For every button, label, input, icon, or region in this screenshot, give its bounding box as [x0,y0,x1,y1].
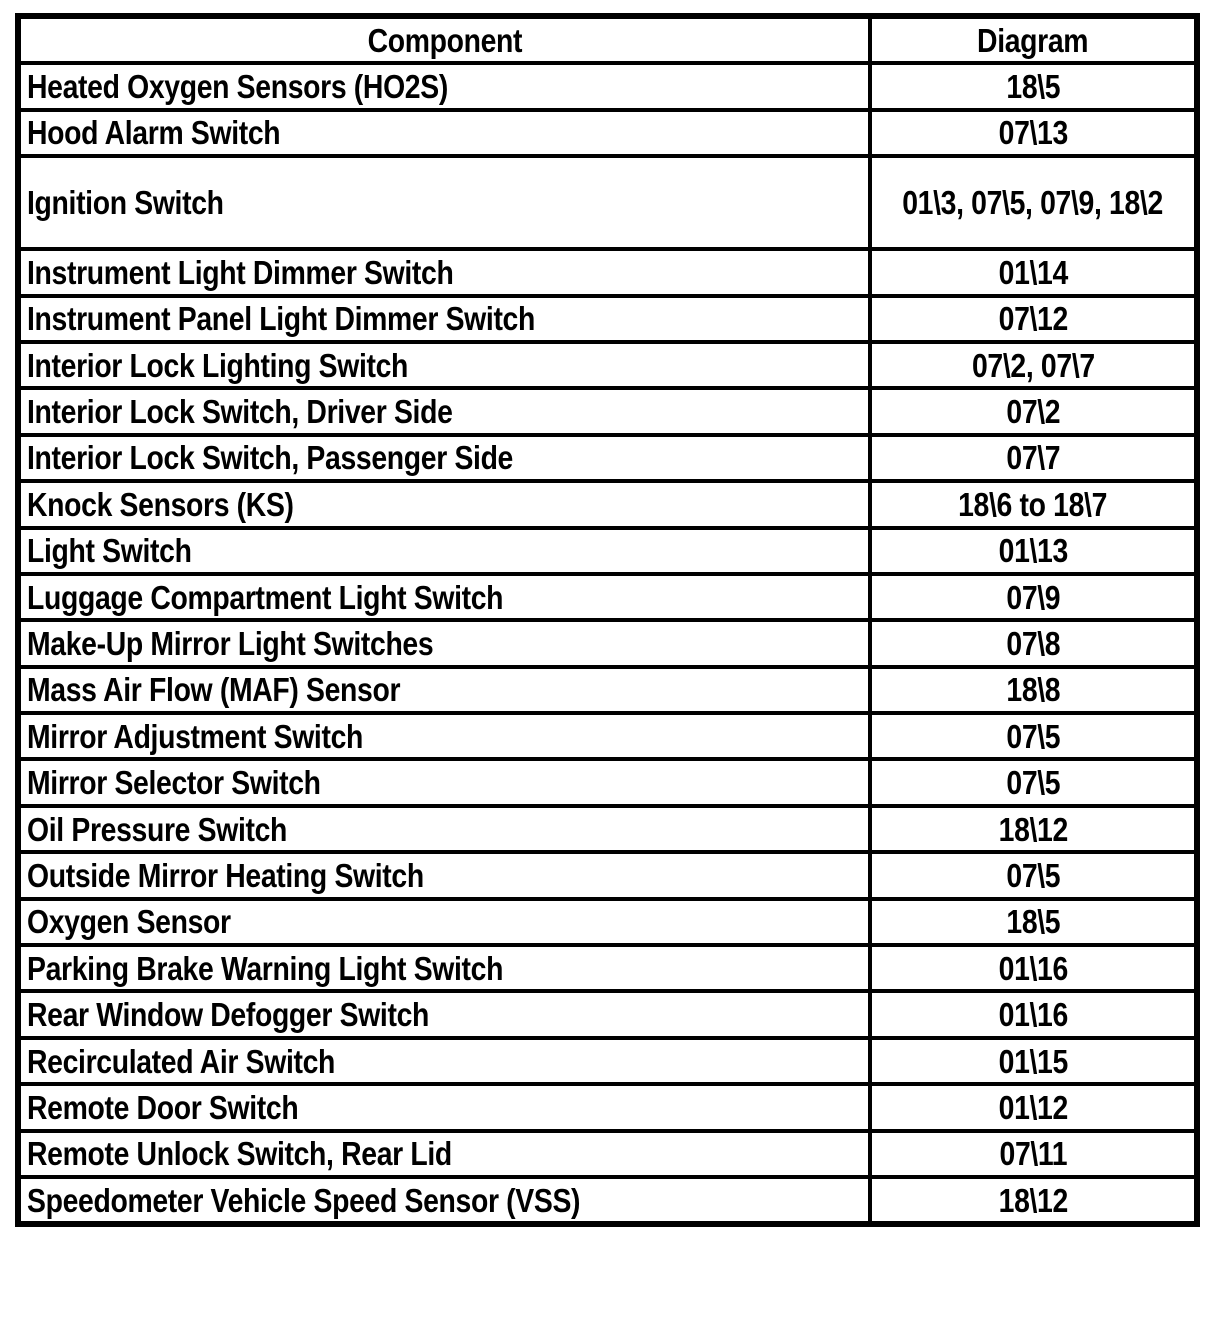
diagram-cell [870,991,1197,1037]
diagram-text: 07\2, 07\7 [971,346,1095,384]
table-row [18,852,1197,898]
diagram-text: 01\13 [998,532,1068,570]
table-row [18,1177,1197,1224]
diagram-text: 18\5 [1006,903,1060,941]
component-cell [18,899,870,945]
table-row [18,528,1197,574]
component-text: Knock Sensors (KS) [27,485,294,523]
component-text: Instrument Panel Light Dimmer Switch [27,300,535,338]
component-text: Oil Pressure Switch [27,810,288,848]
component-text: Oxygen Sensor [27,903,231,941]
component-cell [18,388,870,434]
table-body [18,63,1197,1224]
diagram-cell [870,713,1197,759]
component-text: Rear Window Defogger Switch [27,996,430,1034]
component-text: Parking Brake Warning Light Switch [27,949,504,987]
component-text: Hood Alarm Switch [27,114,281,152]
table-row [18,249,1197,295]
component-text: Remote Door Switch [27,1088,299,1126]
diagram-cell [870,1177,1197,1224]
diagram-cell [870,1084,1197,1130]
diagram-cell [870,156,1197,249]
component-cell [18,574,870,620]
component-text: Interior Lock Lighting Switch [27,346,409,384]
component-cell [18,759,870,805]
diagram-cell [870,806,1197,852]
diagram-text: 01\15 [998,1042,1068,1080]
diagram-text: 01\14 [998,253,1068,291]
diagram-text: 18\8 [1006,671,1060,709]
component-text: Light Switch [27,532,192,570]
component-cell [18,852,870,898]
table-row [18,1131,1197,1177]
component-text: Interior Lock Switch, Passenger Side [27,439,514,477]
diagram-text: 18\12 [998,1181,1068,1219]
diagram-cell [870,667,1197,713]
component-cell [18,249,870,295]
table-row [18,296,1197,342]
table-row [18,110,1197,156]
diagram-cell [870,759,1197,805]
component-text: Mass Air Flow (MAF) Sensor [27,671,401,709]
component-text: Ignition Switch [27,184,224,222]
diagram-cell [870,1131,1197,1177]
diagram-cell [870,528,1197,574]
component-text: Remote Unlock Switch, Rear Lid [27,1135,452,1173]
diagram-cell [870,852,1197,898]
table-row [18,156,1197,249]
diagram-text: 18\12 [998,810,1068,848]
header-component-label: Component [367,21,522,59]
component-cell [18,620,870,666]
diagram-text: 07\12 [998,300,1068,338]
table-row [18,620,1197,666]
header-component [18,16,870,63]
table-row [18,713,1197,759]
table-header [18,16,1197,63]
table-row [18,945,1197,991]
component-diagram-table [15,13,1200,1227]
diagram-cell [870,620,1197,666]
diagram-cell [870,574,1197,620]
component-cell [18,435,870,481]
table-row [18,342,1197,388]
diagram-text: 01\12 [998,1088,1068,1126]
component-text: Interior Lock Switch, Driver Side [27,393,453,431]
component-cell [18,342,870,388]
component-cell [18,945,870,991]
table-row [18,481,1197,527]
diagram-cell [870,296,1197,342]
diagram-cell [870,63,1197,109]
component-text: Outside Mirror Heating Switch [27,856,424,894]
component-cell [18,481,870,527]
table-row [18,667,1197,713]
component-cell [18,1177,870,1224]
component-cell [18,991,870,1037]
diagram-text: 01\16 [998,996,1068,1034]
table-row [18,759,1197,805]
diagram-text: 07\9 [1006,578,1060,616]
diagram-text: 01\3, 07\5, 07\9, 18\2 [902,184,1164,222]
table-row [18,1084,1197,1130]
diagram-cell [870,899,1197,945]
component-cell [18,1084,870,1130]
header-row [18,16,1197,63]
diagram-text: 18\5 [1006,68,1060,106]
component-text: Speedometer Vehicle Speed Sensor (VSS) [27,1181,581,1219]
diagram-text: 07\5 [1006,856,1060,894]
component-text: Mirror Adjustment Switch [27,717,364,755]
component-table-container [15,13,1194,1227]
header-diagram-label: Diagram [977,21,1089,59]
table-row [18,435,1197,481]
diagram-text: 07\5 [1006,717,1060,755]
diagram-text: 07\2 [1006,393,1060,431]
component-text: Make-Up Mirror Light Switches [27,624,434,662]
table-row [18,991,1197,1037]
component-cell [18,156,870,249]
diagram-cell [870,388,1197,434]
component-cell [18,63,870,109]
table-row [18,63,1197,109]
diagram-text: 01\16 [998,949,1068,987]
header-diagram [870,16,1197,63]
diagram-text: 07\8 [1006,624,1060,662]
diagram-cell [870,945,1197,991]
table-row [18,1038,1197,1084]
table-row [18,574,1197,620]
component-text: Luggage Compartment Light Switch [27,578,504,616]
component-cell [18,528,870,574]
component-cell [18,1131,870,1177]
component-text: Mirror Selector Switch [27,764,321,802]
component-text: Instrument Light Dimmer Switch [27,253,454,291]
component-text: Heated Oxygen Sensors (HO2S) [27,68,448,106]
component-cell [18,667,870,713]
diagram-cell [870,110,1197,156]
component-cell [18,110,870,156]
component-cell [18,1038,870,1084]
table-row [18,388,1197,434]
component-cell [18,806,870,852]
component-text: Recirculated Air Switch [27,1042,336,1080]
diagram-cell [870,342,1197,388]
diagram-cell [870,1038,1197,1084]
diagram-cell [870,249,1197,295]
diagram-text: 07\11 [999,1135,1067,1173]
diagram-cell [870,435,1197,481]
diagram-text: 07\5 [1006,764,1060,802]
component-cell [18,296,870,342]
diagram-text: 18\6 to 18\7 [958,485,1108,523]
table-row [18,899,1197,945]
diagram-text: 07\13 [998,114,1068,152]
component-cell [18,713,870,759]
diagram-cell [870,481,1197,527]
table-row [18,806,1197,852]
diagram-text: 07\7 [1006,439,1060,477]
